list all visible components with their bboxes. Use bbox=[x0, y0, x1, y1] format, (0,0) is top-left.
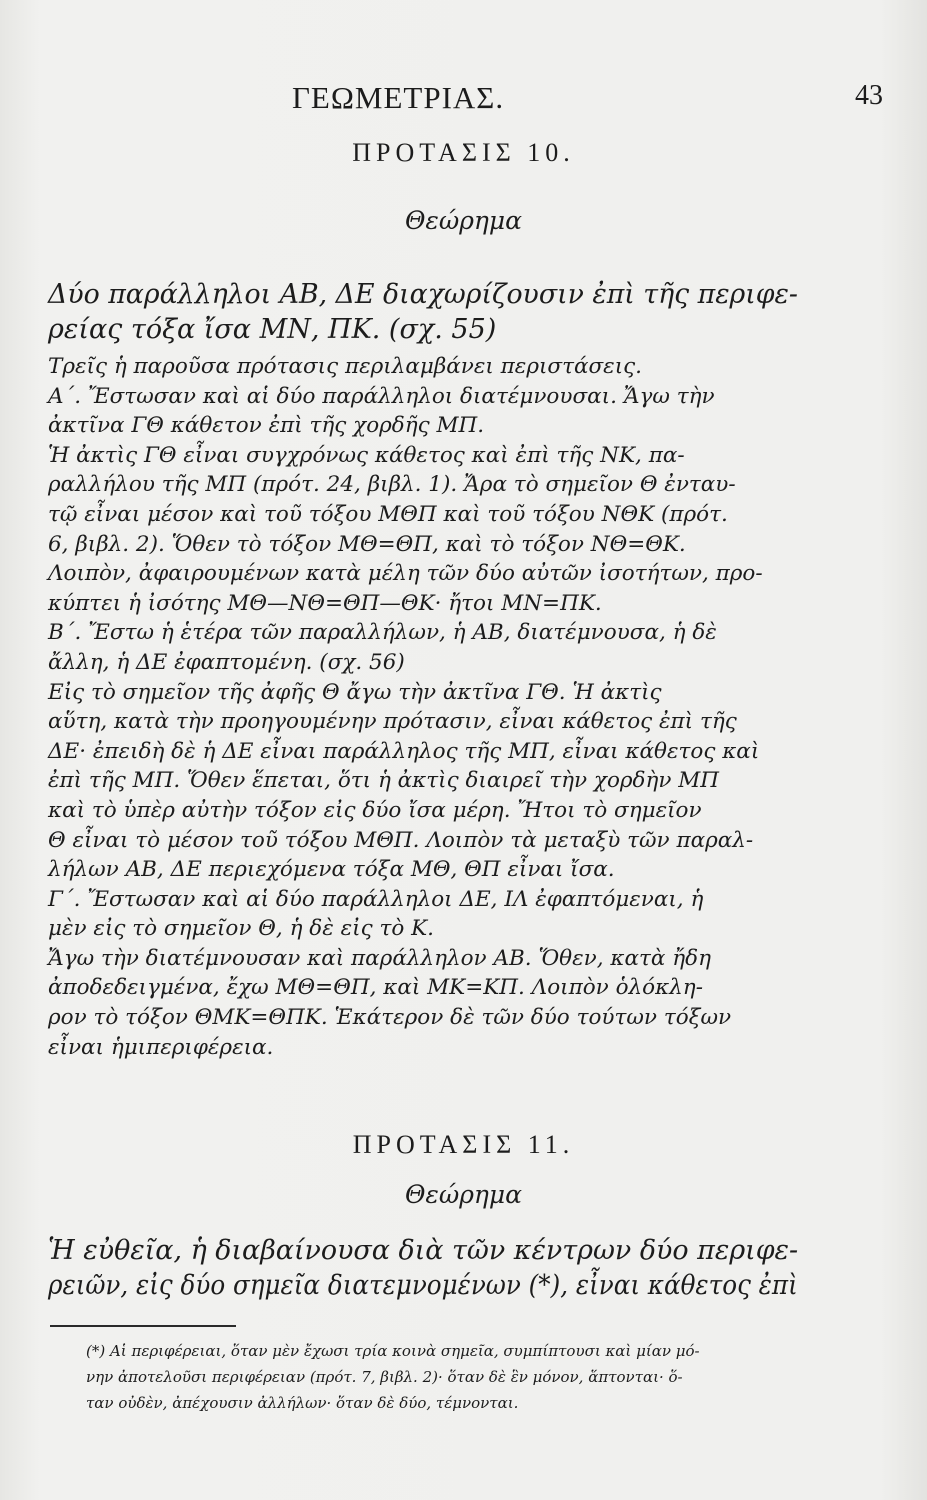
body-line: Β΄. Ἔστω ἡ ἑτέρα τῶν παραλλήλων, ἡ ΑΒ, διατέμνουσα, ἡ δὲ bbox=[48, 620, 717, 646]
body-line: τῷ εἶναι μέσον καὶ τοῦ τόξου ΜΘΠ καὶ τοῦ τόξου ΝΘΚ (πρότ. bbox=[48, 501, 728, 527]
footnote-rule bbox=[50, 1325, 236, 1327]
body-line: Ἄγω τὴν διατέμνουσαν καὶ παράλληλον ΑΒ. Ὅθεν, κατὰ ἤδη bbox=[48, 945, 711, 971]
statement-line: Ἡ εὐθεῖα, ἡ διαβαίνουσα διὰ τῶν κέντρων δύο περιφε- bbox=[48, 1235, 799, 1266]
proposition-11-heading: ΠΡΟΤΑΣΙΣ 11. bbox=[352, 1130, 575, 1159]
body-line: ρον τὸ τόξον ΘΜΚ=ΘΠΚ. Ἑκάτερον δὲ τῶν δύο τούτων τόξων bbox=[48, 1005, 732, 1031]
body-line: Γ΄. Ἔστωσαν καὶ αἱ δύο παράλληλοι ΔΕ, ΙΛ ἐφαπτόμεναι, ἡ bbox=[48, 886, 704, 912]
statement-line: Δύο παράλληλοι ΑΒ, ΔΕ διαχωρίζουσιν ἐπὶ τῆς περιφε- bbox=[48, 279, 798, 310]
statement-line: ρείας τόξα ἴσα ΜΝ, ΠΚ. (σχ. 55) bbox=[48, 314, 497, 345]
footnote-line: ταν οὐδὲν, ἀπέχουσιν ἀλλήλων· ὅταν δὲ δύο, τέμνονται. bbox=[86, 1394, 519, 1412]
body-line: Ἡ ἀκτὶς ΓΘ εἶναι συγχρόνως κάθετος καὶ ἐπὶ τῆς ΝΚ, πα- bbox=[48, 442, 685, 468]
body-line: ἐπὶ τῆς ΜΠ. Ὅθεν ἕπεται, ὅτι ἡ ἀκτὶς διαιρεῖ τὴν χορδὴν ΜΠ bbox=[48, 768, 720, 794]
body-line: κύπτει ἡ ἰσότης ΜΘ—ΝΘ=ΘΠ—ΘΚ· ἤτοι ΜΝ=ΠΚ. bbox=[48, 590, 602, 616]
page-number: 43 bbox=[855, 80, 883, 111]
body-line: ἀκτῖνα ΓΘ κάθετον ἐπὶ τῆς χορδῆς ΜΠ. bbox=[48, 413, 485, 439]
footnote bbox=[86, 1338, 796, 1416]
body-line: αὕτη, κατὰ τὴν προηγουμένην πρότασιν, εἶναι κάθετος ἐπὶ τῆς bbox=[48, 709, 737, 735]
footnote-line: νην ἀποτελοῦσι περιφέρειαν (πρότ. 7, βιβλ. 2)· ὅταν δὲ ἓν μόνον, ἅπτονται· ὅ- bbox=[86, 1368, 683, 1386]
body-line: μὲν εἰς τὸ σημεῖον Θ, ἡ δὲ εἰς τὸ Κ. bbox=[48, 916, 435, 942]
running-head bbox=[0, 70, 927, 114]
body-line: Θ εἶναι τὸ μέσον τοῦ τόξου ΜΘΠ. Λοιπὸν τὰ μεταξὺ τῶν παραλ- bbox=[48, 827, 754, 853]
body-line: Τρεῖς ἡ παροῦσα πρότασις περιλαμβάνει περιστάσεις. bbox=[48, 354, 643, 379]
statement-line: ρειῶν, εἰς δύο σημεῖα διατεμνομένων (*), εἶναι κάθετος ἐπὶ bbox=[48, 1270, 798, 1301]
body-line: Α΄. Ἔστωσαν καὶ αἱ δύο παράλληλοι διατέμνουσαι. Ἄγω τὴν bbox=[48, 383, 715, 409]
body-line: Εἰς τὸ σημεῖον τῆς ἀφῆς Θ ἄγω τὴν ἀκτῖνα ΓΘ. Ἡ ἀκτὶς bbox=[48, 679, 662, 705]
body-line: Λοιπὸν, ἀφαιρουμένων κατὰ μέλη τῶν δύο αὐτῶν ἰσοτήτων, προ- bbox=[48, 561, 763, 587]
body-line: ἄλλη, ἡ ΔΕ ἐφαπτομένη. (σχ. 56) bbox=[48, 649, 405, 675]
body-line: ἀποδεδειγμένα, ἔχω ΜΘ=ΘΠ, καὶ ΜΚ=ΚΠ. Λοιπὸν ὁλόκλη- bbox=[48, 975, 703, 1001]
running-title: ΓΕΩΜΕΤΡΙΑΣ. bbox=[292, 80, 505, 115]
body-line: λήλων ΑΒ, ΔΕ περιεχόμενα τόξα ΜΘ, ΘΠ εἶναι ἴσα. bbox=[48, 857, 615, 883]
body-line: εἶναι ἡμιπεριφέρεια. bbox=[48, 1034, 274, 1060]
body-line: καὶ τὸ ὑπὲρ αὐτὴν τόξον εἰς δύο ἴσα μέρη. Ἤτοι τὸ σημεῖον bbox=[48, 797, 702, 823]
proposition-11-subheading: Θεώρημα bbox=[404, 1180, 523, 1209]
footnote-line: (*) Αἱ περιφέρειαι, ὅταν μὲν ἔχωσι τρία κοινὰ σημεῖα, συμπίπτουσι καὶ μίαν μό- bbox=[86, 1342, 700, 1360]
proposition-10-subheading: Θεώρημα bbox=[404, 206, 523, 235]
proposition-10-body bbox=[48, 352, 798, 1062]
proposition-10-statement bbox=[48, 277, 798, 347]
proposition-10-heading: ΠΡΟΤΑΣΙΣ 10. bbox=[352, 138, 575, 167]
proposition-11-statement bbox=[48, 1233, 798, 1303]
body-line: 6, βιβλ. 2). Ὅθεν τὸ τόξον ΜΘ=ΘΠ, καὶ τὸ τόξον ΝΘ=ΘΚ. bbox=[48, 531, 686, 557]
body-line: ΔΕ· ἐπειδὴ δὲ ἡ ΔΕ εἶναι παράλληλος τῆς ΜΠ, εἶναι κάθετος καὶ bbox=[48, 738, 760, 764]
body-line: ραλλήλου τῆς ΜΠ (πρότ. 24, βιβλ. 1). Ἄρα τὸ σημεῖον Θ ἐνταυ- bbox=[48, 472, 736, 498]
